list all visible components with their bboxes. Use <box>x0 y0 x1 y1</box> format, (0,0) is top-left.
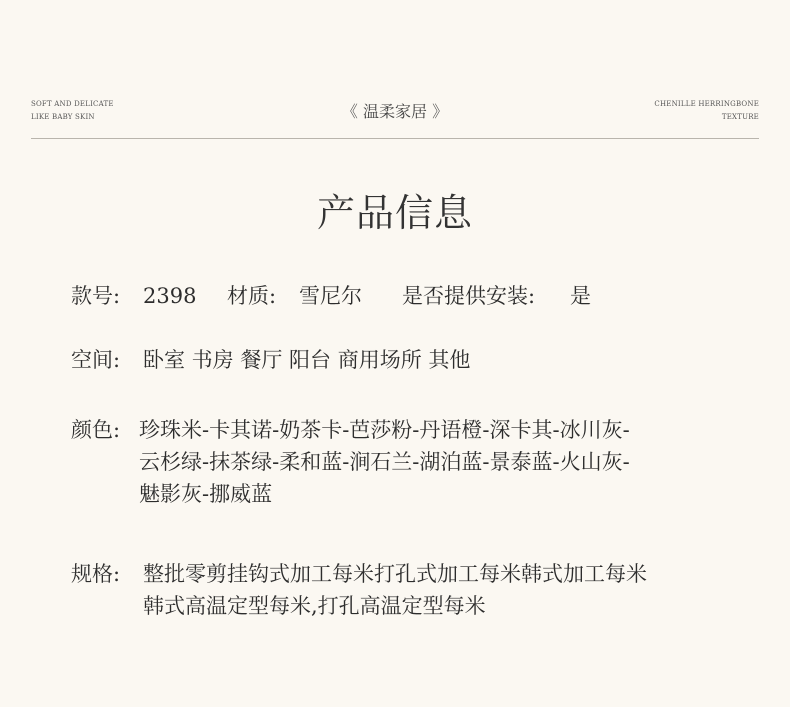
info-row-space <box>71 344 731 376</box>
spec-line: 整批零剪挂钩式加工每米打孔式加工每米韩式加工每米 <box>143 562 647 586</box>
spec-values <box>143 558 647 622</box>
header-brand: 《 温柔家居 》 <box>341 102 449 121</box>
model-label: 款号: <box>71 284 121 308</box>
model-value: 2398 <box>143 284 197 308</box>
color-line: 云杉绿-抹茶绿-柔和蓝-涧石兰-湖泊蓝-景泰蓝-火山灰- <box>139 450 630 474</box>
header-tagline-right <box>654 98 759 124</box>
header-divider <box>31 138 759 139</box>
space-value: 卧室 书房 餐厅 阳台 商用场所 其他 <box>143 348 471 372</box>
material-label: 材质: <box>227 284 277 308</box>
install-label: 是否提供安装: <box>402 284 536 308</box>
header-tagline-left-line2: LIKE BABY SKIN <box>31 113 95 121</box>
info-row-basic <box>71 280 731 312</box>
spec-line: 韩式高温定型每米,打孔高温定型每米 <box>143 594 486 618</box>
page-title: 产品信息 <box>316 191 473 235</box>
material-value: 雪尼尔 <box>299 284 362 308</box>
color-line: 珍珠米-卡其诺-奶茶卡-芭莎粉-丹语橙-深卡其-冰川灰- <box>139 418 630 442</box>
color-line: 魅影灰-挪威蓝 <box>139 482 273 506</box>
header-tagline-right-line1: CHENILLE HERRINGBONE <box>654 100 759 108</box>
color-values <box>139 414 630 510</box>
color-label: 颜色: <box>71 418 121 442</box>
header-tagline-left-line1: SOFT AND DELICATE <box>31 100 114 108</box>
header-tagline-right-line2: TEXTURE <box>721 113 759 121</box>
install-value: 是 <box>570 284 591 308</box>
space-label: 空间: <box>71 348 121 372</box>
info-row-spec <box>71 558 771 622</box>
info-row-color <box>71 414 731 510</box>
spec-label: 规格: <box>71 562 121 586</box>
